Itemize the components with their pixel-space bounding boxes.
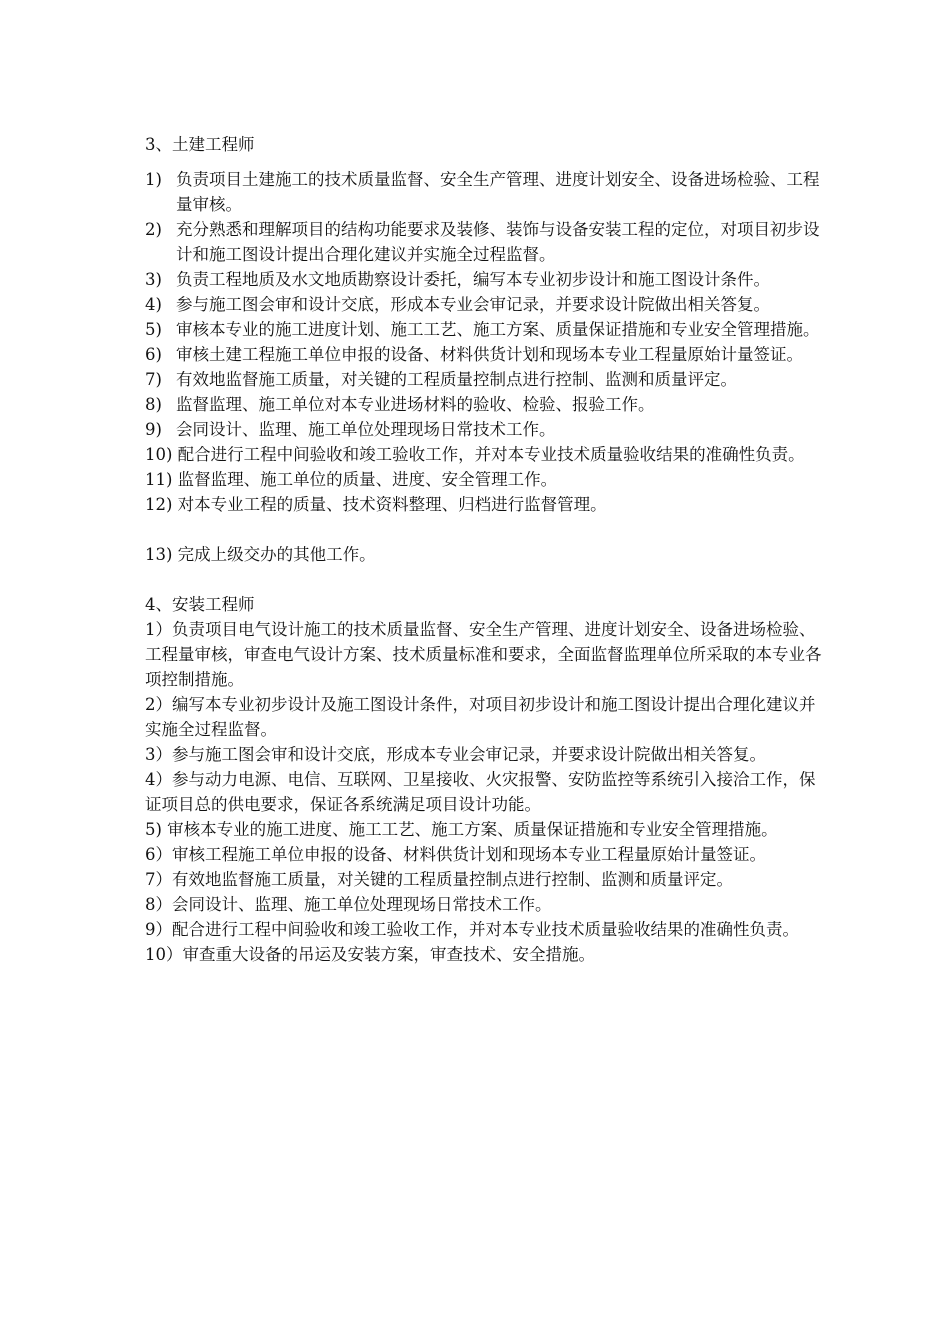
item-text: 审核土建工程施工单位申报的设备、材料供货计划和现场本专业工程量原始计量签证。 — [176, 345, 803, 364]
list-item — [145, 317, 825, 342]
item-text: 监督监理、施工单位对本专业进场材料的验收、检验、报验工作。 — [176, 395, 655, 414]
item-number: 7) — [145, 370, 162, 389]
list-item: 9）配合进行工程中间验收和竣工验收工作，并对本专业技术质量验收结果的准确性负责。 — [145, 920, 799, 939]
list-item: 5) 审核本专业的施工进度、施工工艺、施工方案、质量保证措施和专业安全管理措施。 — [145, 820, 778, 839]
item-text: 会同设计、监理、施工单位处理现场日常技术工作。 — [176, 420, 556, 439]
list-item: 10）审查重大设备的吊运及安装方案，审查技术、安全措施。 — [145, 945, 595, 964]
item-text: 参与施工图会审和设计交底，形成本专业会审记录，并要求设计院做出相关答复。 — [176, 295, 770, 314]
document-page — [145, 132, 825, 967]
list-item — [145, 292, 825, 317]
item-number: 3) — [145, 270, 162, 289]
list-item — [145, 217, 825, 267]
blank-line — [145, 567, 825, 592]
list-item: 1）负责项目电气设计施工的技术质量监督、安全生产管理、进度计划安全、设备进场检验、工程量审核，审查电气设计方案、技术质量标准和要求，全面监督监理单位所采取的本专业各项控制措施。 — [145, 620, 822, 689]
list-item: 6）审核工程施工单位申报的设备、材料供货计划和现场本专业工程量原始计量签证。 — [145, 845, 766, 864]
list-item — [145, 417, 825, 442]
section-heading: 3、土建工程师 — [145, 135, 255, 154]
list-item: 12) 对本专业工程的质量、技术资料整理、归档进行监督管理。 — [145, 495, 607, 514]
item-number: 4) — [145, 295, 162, 314]
list-item: 7）有效地监督施工质量，对关键的工程质量控制点进行控制、监测和质量评定。 — [145, 870, 733, 889]
list-item — [145, 367, 825, 392]
item-number: 1) — [145, 170, 162, 189]
item-text: 负责工程地质及水文地质勘察设计委托，编写本专业初步设计和施工图设计条件。 — [176, 270, 770, 289]
list-item: 2）编写本专业初步设计及施工图设计条件，对项目初步设计和施工图设计提出合理化建议并实施全过程监督。 — [145, 695, 816, 739]
list-item: 8）会同设计、监理、施工单位处理现场日常技术工作。 — [145, 895, 552, 914]
item-text: 有效地监督施工质量，对关键的工程质量控制点进行控制、监测和质量评定。 — [176, 370, 737, 389]
section-heading: 4、安装工程师 — [145, 595, 255, 614]
list-item: 13) 完成上级交办的其他工作。 — [145, 545, 376, 564]
list-item — [145, 167, 825, 217]
list-item: 10) 配合进行工程中间验收和竣工验收工作，并对本专业技术质量验收结果的准确性负责。 — [145, 445, 805, 464]
item-number: 2) — [145, 220, 162, 239]
list-item — [145, 342, 825, 367]
item-text: 负责项目土建施工的技术质量监督、安全生产管理、进度计划安全、设备进场检验、工程量审核。 — [176, 170, 820, 214]
list-item: 11) 监督监理、施工单位的质量、进度、安全管理工作。 — [145, 470, 558, 489]
list-item — [145, 267, 825, 292]
item-number: 5) — [145, 320, 162, 339]
blank-line — [145, 517, 825, 542]
item-number: 6) — [145, 345, 162, 364]
list-item — [145, 392, 825, 417]
item-text: 审核本专业的施工进度计划、施工工艺、施工方案、质量保证措施和专业安全管理措施。 — [176, 320, 820, 339]
item-number: 8) — [145, 395, 162, 414]
item-number: 9) — [145, 420, 162, 439]
list-item: 4）参与动力电源、电信、互联网、卫星接收、火灾报警、安防监控等系统引入接洽工作，保证项目总的供电要求，保证各系统满足项目设计功能。 — [145, 770, 816, 814]
item-text: 充分熟悉和理解项目的结构功能要求及装修、装饰与设备安装工程的定位，对项目初步设计和施工图设计提出合理化建议并实施全过程监督。 — [176, 220, 820, 264]
list-item: 3）参与施工图会审和设计交底，形成本专业会审记录，并要求设计院做出相关答复。 — [145, 745, 766, 764]
